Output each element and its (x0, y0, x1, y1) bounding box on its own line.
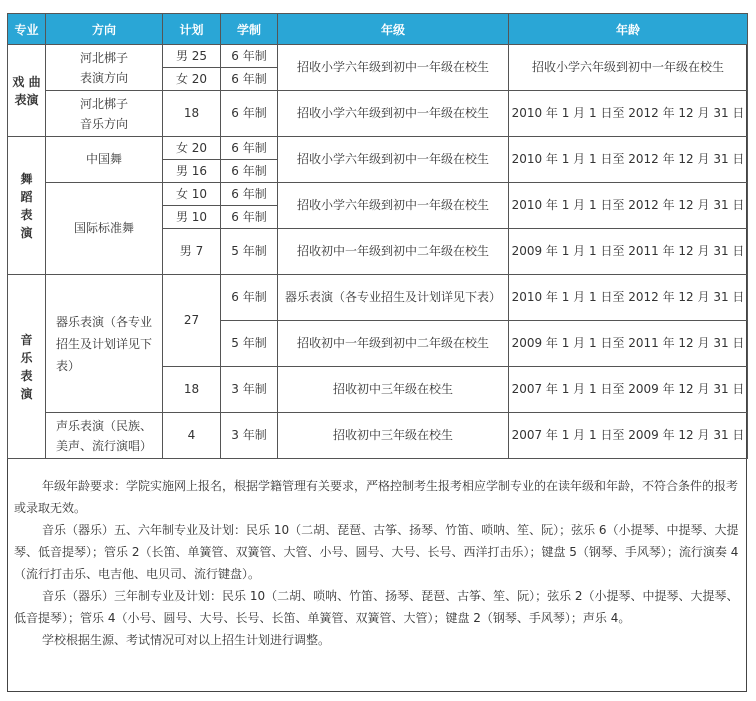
major-dance-char: 表 (20, 207, 33, 222)
years-cell: 3 年制 (221, 367, 278, 413)
years-cell: 5 年制 (221, 321, 278, 367)
grade-cell: 招收小学六年级到初中一年级在校生 (278, 183, 509, 229)
major-music-char: 乐 (20, 350, 33, 365)
plan-cell: 女 20 (163, 137, 221, 160)
age-cell: 2010 年 1 月 1 日至 2012 年 12 月 31 日 (509, 183, 748, 229)
table-row (8, 137, 748, 160)
header-row (8, 14, 748, 45)
age-cell: 2007 年 1 月 1 日至 2009 年 12 月 31 日 (509, 367, 748, 413)
years-cell: 6 年制 (221, 45, 278, 68)
age-cell: 2007 年 1 月 1 日至 2009 年 12 月 31 日 (509, 413, 748, 459)
grade-cell: 招收初中一年级到初中二年级在校生 (278, 321, 509, 367)
years-cell: 6 年制 (221, 275, 278, 321)
years-cell: 6 年制 (221, 68, 278, 91)
major-dance-char: 舞 (20, 171, 33, 186)
grade-cell: 招收小学六年级到初中一年级在校生 (278, 45, 509, 91)
grade-cell: 招收初中一年级到初中二年级在校生 (278, 229, 509, 275)
plan-cell: 女 10 (163, 183, 221, 206)
direction-ballroom: 国际标准舞 (46, 183, 163, 275)
major-dance-char: 演 (20, 225, 33, 240)
note-paragraph: 音乐（器乐）三年制专业及计划：民乐 10（二胡、唢呐、竹笛、扬琴、琵琶、古筝、笙、阮）；弦乐 2（小提琴、中提琴、大提琴、低音提琴）；管乐 4（小号、圆号、大号、长号、长笛、单簧管、双簧管、大管）；键盘 2（钢琴、手风琴）；声乐 4。 (14, 589, 739, 625)
plan-cell: 女 20 (163, 68, 221, 91)
age-cell: 2009 年 1 月 1 日至 2011 年 12 月 31 日 (509, 321, 748, 367)
header-major: 专业 (8, 14, 46, 45)
major-music (8, 275, 46, 459)
plan-cell: 男 25 (163, 45, 221, 68)
years-cell: 6 年制 (221, 137, 278, 160)
direction-bangzi-perform: 河北梆子 表演方向 (46, 45, 163, 91)
table-row (8, 275, 748, 321)
direction-bangzi-music: 河北梆子 音乐方向 (46, 91, 163, 137)
grade-cell: 招收初中三年级在校生 (278, 367, 509, 413)
major-music-char: 表 (20, 368, 33, 383)
age-cell: 招收小学六年级到初中一年级在校生 (509, 45, 748, 91)
direction-instrumental: 器乐表演（各专业招生及计划详见下表） (46, 275, 163, 413)
grade-cell: 器乐表演（各专业招生及计划详见下表） (278, 275, 509, 321)
major-dance-char: 蹈 (20, 189, 33, 204)
plan-cell: 男 10 (163, 206, 221, 229)
grade-cell: 招收小学六年级到初中一年级在校生 (278, 91, 509, 137)
years-cell: 6 年制 (221, 160, 278, 183)
major-music-char: 音 (20, 332, 33, 347)
header-grade: 年级 (278, 14, 509, 45)
table-row (8, 183, 748, 206)
major-dance (8, 137, 46, 275)
years-cell: 3 年制 (221, 413, 278, 459)
direction-chinese-dance: 中国舞 (46, 137, 163, 183)
note-paragraph: 学校根据生源、考试情况可对以上招生计划进行调整。 (42, 633, 331, 647)
plan-cell: 18 (163, 91, 221, 137)
age-cell: 2010 年 1 月 1 日至 2012 年 12 月 31 日 (509, 91, 748, 137)
major-opera: 戏 曲 表演 (8, 45, 46, 137)
grade-cell: 招收初中三年级在校生 (278, 413, 509, 459)
admissions-table (7, 13, 748, 459)
plan-cell: 男 7 (163, 229, 221, 275)
years-cell: 6 年制 (221, 183, 278, 206)
grade-cell: 招收小学六年级到初中一年级在校生 (278, 137, 509, 183)
plan-cell: 27 (163, 275, 221, 367)
plan-cell: 男 16 (163, 160, 221, 183)
header-years: 学制 (221, 14, 278, 45)
plan-cell: 4 (163, 413, 221, 459)
notes-section (14, 475, 742, 651)
note-paragraph: 年级年龄要求：学院实施网上报名，根据学籍管理有关要求，严格控制考生报考相应学制专业的在读年级和年龄，不符合条件的报考或录取无效。 (14, 479, 739, 515)
years-cell: 6 年制 (221, 206, 278, 229)
age-cell: 2010 年 1 月 1 日至 2012 年 12 月 31 日 (509, 275, 748, 321)
plan-cell: 18 (163, 367, 221, 413)
note-paragraph: 音乐（器乐）五、六年制专业及计划：民乐 10（二胡、琵琶、古筝、扬琴、竹笛、唢呐、笙、阮）；弦乐 6（小提琴、中提琴、大提琴、低音提琴）；管乐 2（长笛、单簧管、双簧管、大管、小号、圆号、大号、长号、西洋打击乐）；键盘 5（钢琴、手风琴）；流行演奏 4（流行打击乐、电吉他、电贝司、流行键盘）。 (14, 523, 739, 581)
age-cell: 2009 年 1 月 1 日至 2011 年 12 月 31 日 (509, 229, 748, 275)
age-cell: 2010 年 1 月 1 日至 2012 年 12 月 31 日 (509, 137, 748, 183)
table-row (8, 91, 748, 137)
header-direction: 方向 (46, 14, 163, 45)
header-plan: 计划 (163, 14, 221, 45)
table-row (8, 45, 748, 68)
years-cell: 5 年制 (221, 229, 278, 275)
direction-vocal: 声乐表演（民族、美声、流行演唱） (46, 413, 163, 459)
header-age: 年龄 (509, 14, 748, 45)
major-music-char: 演 (20, 386, 33, 401)
table-row (8, 413, 748, 459)
years-cell: 6 年制 (221, 91, 278, 137)
